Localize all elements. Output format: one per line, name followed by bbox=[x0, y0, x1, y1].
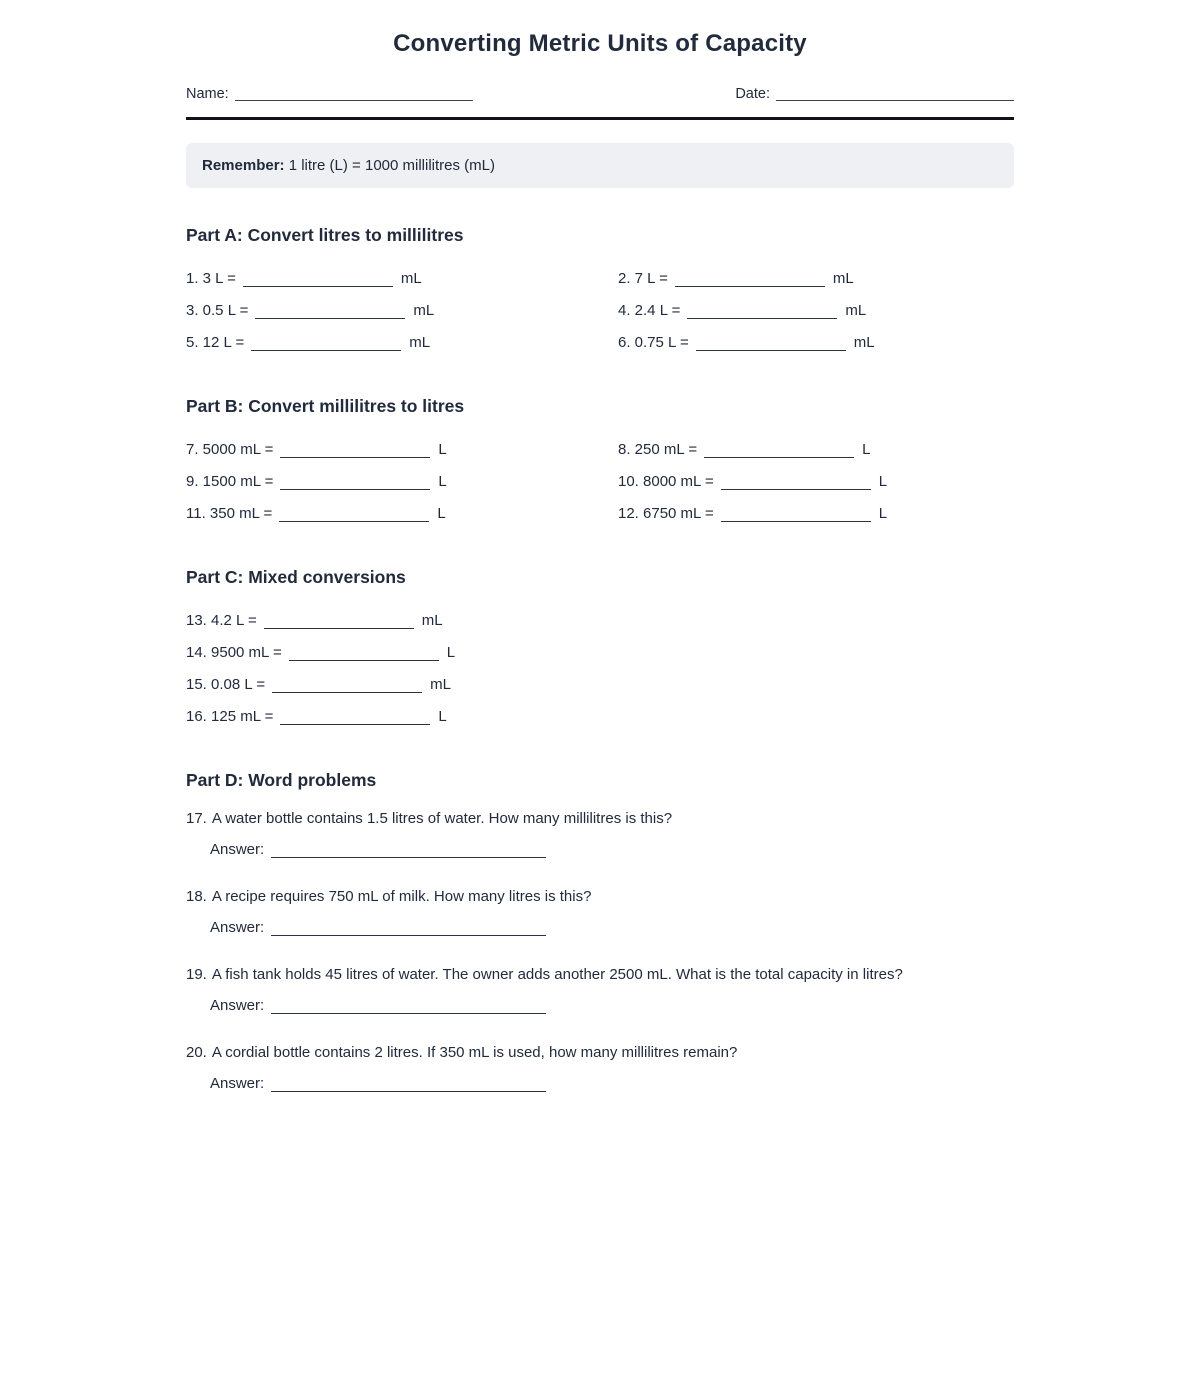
section-heading-part-c: Part C: Mixed conversions bbox=[186, 567, 406, 587]
page-title: Converting Metric Units of Capacity bbox=[393, 30, 807, 57]
remember-box bbox=[186, 143, 1014, 188]
remember-text: 1 litre (L) = 1000 millilitres (mL) bbox=[288, 157, 496, 174]
question-number: 19. bbox=[186, 966, 207, 983]
problem-row-4 bbox=[618, 295, 1014, 327]
question-line bbox=[186, 964, 1014, 985]
question-text: A fish tank holds 45 litres of water. The owner adds another 2500 mL. What is the total capacity in litres? bbox=[211, 966, 903, 983]
section-heading-part-a: Part A: Convert litres to millilitres bbox=[186, 225, 464, 245]
question-number: 20. bbox=[186, 1044, 207, 1061]
answer-blank-line bbox=[251, 350, 401, 351]
problem-label: 15. 0.08 L = bbox=[186, 676, 266, 693]
problem-row-11 bbox=[186, 498, 618, 530]
answer-blank-line bbox=[704, 457, 854, 458]
problem-label: 2. 7 L = bbox=[618, 270, 668, 287]
unit-label: mL bbox=[409, 334, 431, 351]
answer-blank-line bbox=[721, 489, 871, 490]
remember-label: Remember: bbox=[202, 157, 285, 174]
problem-row-7 bbox=[186, 434, 618, 466]
problem-label: 6. 0.75 L = bbox=[618, 334, 689, 351]
problem-label: 5. 12 L = bbox=[186, 334, 245, 351]
problem-label: 16. 125 mL = bbox=[186, 708, 274, 725]
word-problem-19 bbox=[186, 964, 1014, 1014]
unit-label: L bbox=[438, 441, 447, 458]
problem-label: 11. 350 mL = bbox=[186, 505, 273, 522]
name-date-row bbox=[186, 86, 1014, 102]
problem-row-10 bbox=[618, 466, 1014, 498]
question-number: 17. bbox=[186, 810, 207, 827]
problem-label: 9. 1500 mL = bbox=[186, 473, 274, 490]
problem-row-3 bbox=[186, 295, 618, 327]
word-problem-18 bbox=[186, 886, 1014, 936]
part-c-problems bbox=[186, 605, 1014, 733]
answer-blank-line bbox=[280, 724, 430, 725]
name-field bbox=[186, 86, 473, 102]
problem-label: 13. 4.2 L = bbox=[186, 612, 257, 629]
unit-label: mL bbox=[832, 270, 854, 287]
unit-label: mL bbox=[400, 270, 422, 287]
question-line bbox=[186, 808, 1014, 829]
answer-blank-line bbox=[264, 628, 414, 629]
problem-label: 7. 5000 mL = bbox=[186, 441, 274, 458]
unit-label: mL bbox=[845, 302, 867, 319]
answer-blank-line bbox=[687, 318, 837, 319]
problem-label: 4. 2.4 L = bbox=[618, 302, 681, 319]
answer-write-line bbox=[271, 1013, 546, 1014]
answer-blank-line bbox=[255, 318, 405, 319]
answer-blank-line bbox=[675, 286, 825, 287]
name-field-label: Name: bbox=[186, 86, 229, 102]
answer-write-line bbox=[271, 857, 546, 858]
unit-label: L bbox=[438, 473, 447, 490]
unit-label: L bbox=[878, 505, 888, 522]
date-field bbox=[735, 86, 1014, 102]
problem-row-2 bbox=[618, 263, 1014, 295]
date-field-label: Date: bbox=[735, 86, 770, 102]
answer-label: Answer: bbox=[210, 919, 265, 936]
answer-blank-line bbox=[721, 521, 871, 522]
divider-rule bbox=[186, 117, 1014, 120]
problem-label: 3. 0.5 L = bbox=[186, 302, 249, 319]
date-write-line bbox=[776, 100, 1014, 101]
section-heading-part-b: Part B: Convert millilitres to litres bbox=[186, 396, 465, 416]
unit-label: L bbox=[438, 708, 447, 725]
question-number: 18. bbox=[186, 888, 207, 905]
answer-blank-line bbox=[279, 521, 429, 522]
part-b-problems bbox=[186, 434, 1014, 530]
unit-label: L bbox=[862, 441, 871, 458]
answer-blank-line bbox=[280, 489, 430, 490]
problem-row-15 bbox=[186, 669, 1014, 701]
word-problem-20 bbox=[186, 1042, 1014, 1092]
problem-row-16 bbox=[186, 701, 1014, 733]
problem-label: 10. 8000 mL = bbox=[618, 473, 714, 490]
answer-label: Answer: bbox=[210, 841, 265, 858]
question-text: A recipe requires 750 mL of milk. How many litres is this? bbox=[211, 888, 592, 905]
problem-row-5 bbox=[186, 327, 618, 359]
answer-blank-line bbox=[280, 457, 430, 458]
problem-row-8 bbox=[618, 434, 1014, 466]
problem-row-1 bbox=[186, 263, 618, 295]
name-write-line bbox=[235, 100, 473, 101]
answer-blank-line bbox=[289, 660, 439, 661]
answer-row bbox=[186, 1075, 1014, 1092]
answer-blank-line bbox=[243, 286, 393, 287]
part-a-problems bbox=[186, 263, 1014, 359]
question-line bbox=[186, 1042, 1014, 1063]
worksheet-page bbox=[186, 0, 1014, 1092]
unit-label: L bbox=[878, 473, 888, 490]
answer-label: Answer: bbox=[210, 997, 265, 1014]
question-text: A cordial bottle contains 2 litres. If 350 mL is used, how many millilitres remain? bbox=[211, 1044, 738, 1061]
problem-label: 12. 6750 mL = bbox=[618, 505, 714, 522]
problem-row-13 bbox=[186, 605, 1014, 637]
answer-row bbox=[186, 997, 1014, 1014]
unit-label: mL bbox=[413, 302, 435, 319]
answer-write-line bbox=[271, 1091, 546, 1092]
word-problem-17 bbox=[186, 808, 1014, 858]
unit-label: L bbox=[437, 505, 446, 522]
answer-label: Answer: bbox=[210, 1075, 265, 1092]
answer-row bbox=[186, 919, 1014, 936]
answer-row bbox=[186, 841, 1014, 858]
problem-label: 8. 250 mL = bbox=[618, 441, 698, 458]
problem-label: 14. 9500 mL = bbox=[186, 644, 282, 661]
section-heading-part-d: Part D: Word problems bbox=[186, 770, 377, 790]
problem-row-6 bbox=[618, 327, 1014, 359]
unit-label: mL bbox=[430, 676, 451, 693]
problem-row-14 bbox=[186, 637, 1014, 669]
problem-row-9 bbox=[186, 466, 618, 498]
problem-label: 1. 3 L = bbox=[186, 270, 236, 287]
answer-blank-line bbox=[272, 692, 422, 693]
unit-label: mL bbox=[853, 334, 875, 351]
unit-label: L bbox=[446, 644, 456, 661]
answer-write-line bbox=[271, 935, 546, 936]
unit-label: mL bbox=[421, 612, 443, 629]
question-line bbox=[186, 886, 1014, 907]
answer-blank-line bbox=[696, 350, 846, 351]
problem-row-12 bbox=[618, 498, 1014, 530]
question-text: A water bottle contains 1.5 litres of water. How many millilitres is this? bbox=[211, 810, 673, 827]
